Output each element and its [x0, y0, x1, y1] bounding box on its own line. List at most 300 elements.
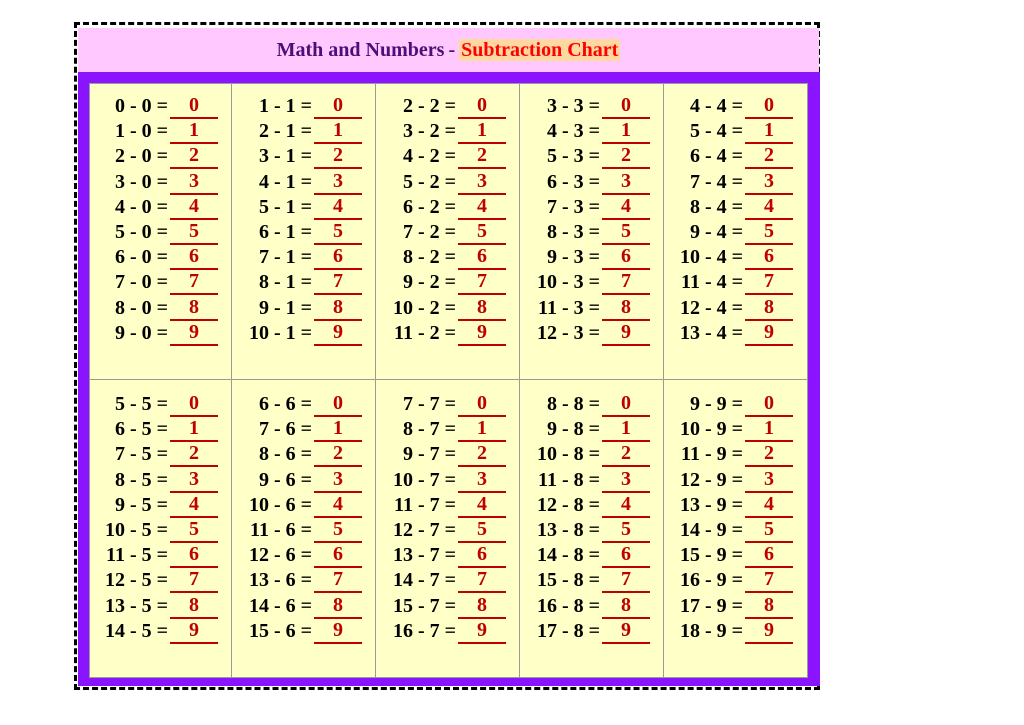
equation-answer: 2 [170, 144, 218, 169]
equation-answer: 8 [458, 594, 506, 619]
equation-answer: 0 [314, 392, 362, 417]
equation-answer: 9 [170, 619, 218, 644]
equation-answer: 0 [170, 392, 218, 417]
equation-answer: 3 [170, 468, 218, 493]
equation-problem: 14 - 5 = [104, 619, 168, 642]
equation-problem: 7 - 5 = [114, 443, 168, 466]
equation-row [232, 392, 376, 417]
equation-answer: 6 [314, 543, 362, 568]
equation-answer: 7 [745, 568, 793, 593]
equation-answer: 2 [745, 144, 793, 169]
equation-answer: 4 [170, 195, 218, 220]
equation-problem: 2 - 2 = [402, 95, 456, 117]
equation-row [90, 144, 232, 169]
equation-row [664, 220, 807, 245]
title-prefix: Math and Numbers [276, 39, 445, 61]
equation-problem: 7 - 2 = [402, 221, 456, 243]
equation-problem: 4 - 2 = [402, 145, 456, 168]
equation-answer: 1 [170, 119, 218, 144]
equation-answer: 5 [602, 220, 650, 245]
equation-row [232, 195, 376, 220]
equation-answer: 3 [314, 170, 362, 195]
equation-answer: 5 [602, 518, 650, 543]
page-title [78, 28, 819, 72]
equation-problem: 3 - 3 = [546, 95, 600, 117]
equation-answer: 6 [170, 245, 218, 270]
equation-answer: 4 [458, 195, 506, 220]
equation-problem: 11 - 7 = [394, 493, 456, 516]
equation-answer: 1 [314, 119, 362, 144]
equation-answer: 7 [458, 568, 506, 593]
equation-answer: 4 [314, 493, 362, 518]
equation-problem: 9 - 4 = [689, 221, 743, 243]
equation-answer: 5 [745, 518, 793, 543]
equation-row [90, 392, 232, 417]
equation-problem: 12 - 5 = [104, 569, 168, 592]
equation-problem: 13 - 4 = [679, 321, 743, 344]
equation-row [90, 321, 232, 346]
equation-row [376, 543, 520, 568]
equation-answer: 3 [602, 170, 650, 195]
equation-row [520, 170, 664, 195]
equation-row [232, 321, 376, 346]
equation-answer: 3 [745, 170, 793, 195]
equation-problem: 9 - 8 = [546, 418, 600, 441]
equation-row [520, 296, 664, 321]
equation-answer: 7 [745, 270, 793, 295]
equation-answer: 7 [602, 270, 650, 295]
equation-problem: 12 - 4 = [679, 296, 743, 319]
equation-problem: 11 - 9 = [681, 443, 743, 466]
equation-problem: 5 - 3 = [546, 145, 600, 168]
equation-problem: 15 - 8 = [536, 569, 600, 592]
equation-row [232, 144, 376, 169]
equation-row [520, 144, 664, 169]
equation-row [664, 119, 807, 144]
equation-row [376, 321, 520, 346]
equation-problem: 7 - 0 = [114, 271, 168, 294]
equation-problem: 6 - 4 = [689, 145, 743, 168]
equation-answer: 9 [170, 321, 218, 346]
equation-answer: 2 [170, 442, 218, 467]
equation-row [376, 195, 520, 220]
title-separator: - [448, 39, 456, 61]
equation-problem: 16 - 8 = [536, 594, 600, 617]
equation-row [664, 568, 807, 593]
equation-row [520, 468, 664, 493]
equation-answer: 1 [458, 417, 506, 442]
equation-answer: 0 [745, 94, 793, 119]
equation-answer: 6 [170, 543, 218, 568]
equation-problem: 8 - 7 = [402, 418, 456, 441]
equation-problem: 1 - 0 = [114, 120, 168, 143]
equation-row [90, 245, 232, 270]
equation-answer: 3 [602, 468, 650, 493]
equation-problem: 4 - 4 = [689, 95, 743, 117]
equation-answer: 1 [170, 417, 218, 442]
equation-row [232, 170, 376, 195]
equation-problem: 11 - 3 = [538, 296, 600, 319]
equation-answer: 7 [458, 270, 506, 295]
equation-problem: 6 - 5 = [114, 418, 168, 441]
equation-problem: 8 - 0 = [114, 296, 168, 319]
title-highlight: Subtraction Chart [461, 39, 619, 61]
equation-row [664, 417, 807, 442]
equation-problem: 7 - 1 = [258, 246, 312, 269]
equation-problem: 5 - 0 = [114, 221, 168, 243]
equation-row [90, 619, 232, 644]
equation-problem: 17 - 8 = [536, 619, 600, 642]
equation-row [232, 493, 376, 518]
equation-answer: 2 [458, 442, 506, 467]
equation-problem: 18 - 9 = [679, 619, 743, 642]
equation-answer: 9 [745, 321, 793, 346]
equation-problem: 0 - 0 = [114, 95, 168, 117]
equation-row [664, 518, 807, 543]
equation-answer: 1 [458, 119, 506, 144]
equation-answer: 4 [458, 493, 506, 518]
equation-problem: 3 - 0 = [114, 170, 168, 193]
equation-row [90, 220, 232, 245]
equation-problem: 9 - 7 = [402, 443, 456, 466]
equation-problem: 12 - 8 = [536, 493, 600, 516]
equation-row [232, 245, 376, 270]
equation-problem: 5 - 1 = [258, 195, 312, 218]
equation-row [376, 518, 520, 543]
equation-answer: 4 [170, 493, 218, 518]
equation-row [520, 94, 664, 119]
equation-problem: 13 - 8 = [536, 519, 600, 541]
equation-problem: 11 - 4 = [681, 271, 743, 294]
equation-row [232, 468, 376, 493]
equation-problem: 14 - 9 = [679, 519, 743, 541]
equation-row [90, 170, 232, 195]
equation-problem: 9 - 0 = [114, 321, 168, 344]
equation-problem: 6 - 2 = [402, 195, 456, 218]
equation-row [520, 392, 664, 417]
equation-row [664, 392, 807, 417]
equation-problem: 4 - 3 = [546, 120, 600, 143]
equation-problem: 13 - 9 = [679, 493, 743, 516]
equation-problem: 8 - 8 = [546, 393, 600, 415]
equation-problem: 4 - 0 = [114, 195, 168, 218]
equation-problem: 15 - 6 = [248, 619, 312, 642]
equation-answer: 6 [745, 543, 793, 568]
equation-problem: 6 - 0 = [114, 246, 168, 269]
equation-answer: 8 [745, 296, 793, 321]
equation-row [232, 270, 376, 295]
equation-answer: 7 [602, 568, 650, 593]
equation-answer: 4 [602, 493, 650, 518]
equation-row [232, 119, 376, 144]
equation-row [90, 270, 232, 295]
equation-answer: 1 [602, 417, 650, 442]
equation-answer: 5 [458, 220, 506, 245]
equation-answer: 1 [745, 417, 793, 442]
equation-row [232, 296, 376, 321]
equation-problem: 10 - 1 = [248, 321, 312, 344]
equation-problem: 10 - 4 = [679, 246, 743, 269]
equation-problem: 6 - 6 = [258, 393, 312, 415]
equation-row [90, 442, 232, 467]
equation-answer: 8 [745, 594, 793, 619]
equation-answer: 3 [170, 170, 218, 195]
equation-answer: 8 [602, 594, 650, 619]
equation-answer: 4 [745, 493, 793, 518]
equation-answer: 9 [602, 321, 650, 346]
equation-row [232, 543, 376, 568]
equation-row [520, 321, 664, 346]
equation-problem: 3 - 2 = [402, 120, 456, 143]
equation-answer: 9 [314, 321, 362, 346]
equation-problem: 10 - 8 = [536, 443, 600, 466]
equation-answer: 7 [170, 568, 218, 593]
equation-row [520, 119, 664, 144]
equation-answer: 6 [458, 245, 506, 270]
equation-answer: 0 [745, 392, 793, 417]
equation-row [376, 94, 520, 119]
equation-answer: 2 [458, 144, 506, 169]
equation-row [90, 518, 232, 543]
equation-answer: 5 [745, 220, 793, 245]
equation-problem: 16 - 7 = [392, 619, 456, 642]
equation-row [90, 594, 232, 619]
equation-row [664, 195, 807, 220]
equation-answer: 0 [314, 94, 362, 119]
equation-row [664, 245, 807, 270]
equation-answer: 4 [745, 195, 793, 220]
equation-row [376, 468, 520, 493]
equation-problem: 15 - 9 = [679, 544, 743, 567]
equation-problem: 10 - 9 = [679, 418, 743, 441]
equation-row [90, 543, 232, 568]
equation-answer: 8 [170, 594, 218, 619]
equation-problem: 9 - 9 = [689, 393, 743, 415]
equation-answer: 6 [602, 245, 650, 270]
equation-row [376, 493, 520, 518]
equation-row [232, 594, 376, 619]
equation-answer: 1 [602, 119, 650, 144]
equation-problem: 2 - 1 = [258, 120, 312, 143]
equation-problem: 5 - 5 = [114, 393, 168, 415]
equation-row [90, 568, 232, 593]
equation-problem: 11 - 2 = [394, 321, 456, 344]
equation-problem: 8 - 2 = [402, 246, 456, 269]
equation-row [376, 170, 520, 195]
equation-row [520, 568, 664, 593]
equation-problem: 14 - 6 = [248, 594, 312, 617]
equation-answer: 9 [745, 619, 793, 644]
equation-problem: 12 - 9 = [679, 468, 743, 491]
equation-row [232, 442, 376, 467]
equation-row [232, 94, 376, 119]
equation-problem: 15 - 7 = [392, 594, 456, 617]
equation-answer: 8 [314, 594, 362, 619]
equation-problem: 11 - 8 = [538, 468, 600, 491]
equation-problem: 17 - 9 = [679, 594, 743, 617]
equation-problem: 10 - 7 = [392, 468, 456, 491]
equation-row [664, 321, 807, 346]
equation-answer: 9 [602, 619, 650, 644]
equation-problem: 4 - 1 = [258, 170, 312, 193]
equation-answer: 7 [170, 270, 218, 295]
equation-row [664, 619, 807, 644]
equation-problem: 7 - 3 = [546, 195, 600, 218]
equation-row [90, 296, 232, 321]
equation-row [520, 543, 664, 568]
equation-row [520, 270, 664, 295]
equation-answer: 4 [314, 195, 362, 220]
equation-row [232, 568, 376, 593]
equation-problem: 8 - 1 = [258, 271, 312, 294]
equation-row [664, 594, 807, 619]
equation-answer: 3 [458, 468, 506, 493]
equation-row [90, 195, 232, 220]
equation-problem: 9 - 6 = [258, 468, 312, 491]
equation-row [376, 417, 520, 442]
equation-row [376, 245, 520, 270]
equation-answer: 6 [314, 245, 362, 270]
equation-answer: 7 [314, 270, 362, 295]
equation-row [520, 619, 664, 644]
equation-row [376, 220, 520, 245]
equation-answer: 2 [314, 144, 362, 169]
equation-problem: 8 - 4 = [689, 195, 743, 218]
equation-answer: 2 [602, 442, 650, 467]
equation-row [90, 119, 232, 144]
equation-problem: 8 - 6 = [258, 443, 312, 466]
equation-row [376, 270, 520, 295]
equation-answer: 7 [314, 568, 362, 593]
equation-answer: 5 [170, 518, 218, 543]
equation-answer: 6 [745, 245, 793, 270]
equation-problem: 9 - 3 = [546, 246, 600, 269]
equation-row [520, 220, 664, 245]
equation-row [520, 245, 664, 270]
equation-row [232, 619, 376, 644]
equation-problem: 5 - 4 = [689, 120, 743, 143]
equation-answer: 0 [170, 94, 218, 119]
equation-problem: 11 - 5 = [106, 544, 168, 567]
equation-problem: 8 - 5 = [114, 468, 168, 491]
equation-answer: 5 [458, 518, 506, 543]
equation-row [232, 220, 376, 245]
equation-problem: 6 - 3 = [546, 170, 600, 193]
equation-problem: 7 - 7 = [402, 393, 456, 415]
equation-row [520, 195, 664, 220]
equation-answer: 8 [458, 296, 506, 321]
equation-row [90, 493, 232, 518]
equation-answer: 8 [170, 296, 218, 321]
equation-problem: 10 - 6 = [248, 493, 312, 516]
equation-problem: 12 - 6 = [248, 544, 312, 567]
equation-row [376, 392, 520, 417]
equation-problem: 10 - 3 = [536, 271, 600, 294]
equation-row [664, 543, 807, 568]
equation-answer: 5 [170, 220, 218, 245]
equation-problem: 9 - 5 = [114, 493, 168, 516]
subtraction-chart-grid [89, 83, 808, 678]
equation-row [376, 144, 520, 169]
equation-problem: 5 - 2 = [402, 170, 456, 193]
equation-answer: 3 [314, 468, 362, 493]
equation-row [520, 493, 664, 518]
equation-answer: 1 [745, 119, 793, 144]
equation-row [90, 417, 232, 442]
equation-problem: 3 - 1 = [258, 145, 312, 168]
equation-answer: 2 [745, 442, 793, 467]
equation-problem: 2 - 0 = [114, 145, 168, 168]
equation-answer: 0 [602, 94, 650, 119]
equation-answer: 0 [458, 94, 506, 119]
equation-row [232, 518, 376, 543]
equation-answer: 2 [602, 144, 650, 169]
equation-problem: 12 - 7 = [392, 519, 456, 541]
equation-row [90, 94, 232, 119]
equation-row [376, 442, 520, 467]
equation-row [376, 568, 520, 593]
equation-row [376, 594, 520, 619]
equation-row [520, 594, 664, 619]
equation-row [376, 296, 520, 321]
equation-row [376, 619, 520, 644]
equation-answer: 8 [314, 296, 362, 321]
equation-problem: 10 - 5 = [104, 519, 168, 541]
equation-answer: 9 [314, 619, 362, 644]
equation-problem: 9 - 1 = [258, 296, 312, 319]
equation-problem: 13 - 7 = [392, 544, 456, 567]
equation-row [376, 119, 520, 144]
equation-problem: 12 - 3 = [536, 321, 600, 344]
equation-row [664, 296, 807, 321]
equation-problem: 14 - 7 = [392, 569, 456, 592]
equation-row [664, 270, 807, 295]
equation-answer: 4 [602, 195, 650, 220]
equation-answer: 5 [314, 518, 362, 543]
equation-problem: 11 - 6 = [250, 519, 312, 541]
equation-answer: 8 [602, 296, 650, 321]
equation-answer: 6 [458, 543, 506, 568]
equation-row [664, 170, 807, 195]
equation-problem: 13 - 6 = [248, 569, 312, 592]
equation-answer: 9 [458, 619, 506, 644]
equation-problem: 14 - 8 = [536, 544, 600, 567]
equation-answer: 3 [458, 170, 506, 195]
equation-problem: 1 - 1 = [258, 95, 312, 117]
equation-problem: 13 - 5 = [104, 594, 168, 617]
equation-answer: 5 [314, 220, 362, 245]
equation-problem: 9 - 2 = [402, 271, 456, 294]
equation-problem: 6 - 1 = [258, 221, 312, 243]
equation-problem: 16 - 9 = [679, 569, 743, 592]
equation-row [664, 442, 807, 467]
equation-row [520, 442, 664, 467]
equation-answer: 0 [458, 392, 506, 417]
equation-row [232, 417, 376, 442]
equation-row [664, 144, 807, 169]
equation-problem: 7 - 6 = [258, 418, 312, 441]
equation-row [664, 468, 807, 493]
equation-answer: 1 [314, 417, 362, 442]
equation-answer: 3 [745, 468, 793, 493]
equation-row [664, 493, 807, 518]
equation-answer: 6 [602, 543, 650, 568]
equation-answer: 9 [458, 321, 506, 346]
equation-row [664, 94, 807, 119]
equation-problem: 8 - 3 = [546, 221, 600, 243]
equation-problem: 7 - 4 = [689, 170, 743, 193]
equation-row [520, 518, 664, 543]
